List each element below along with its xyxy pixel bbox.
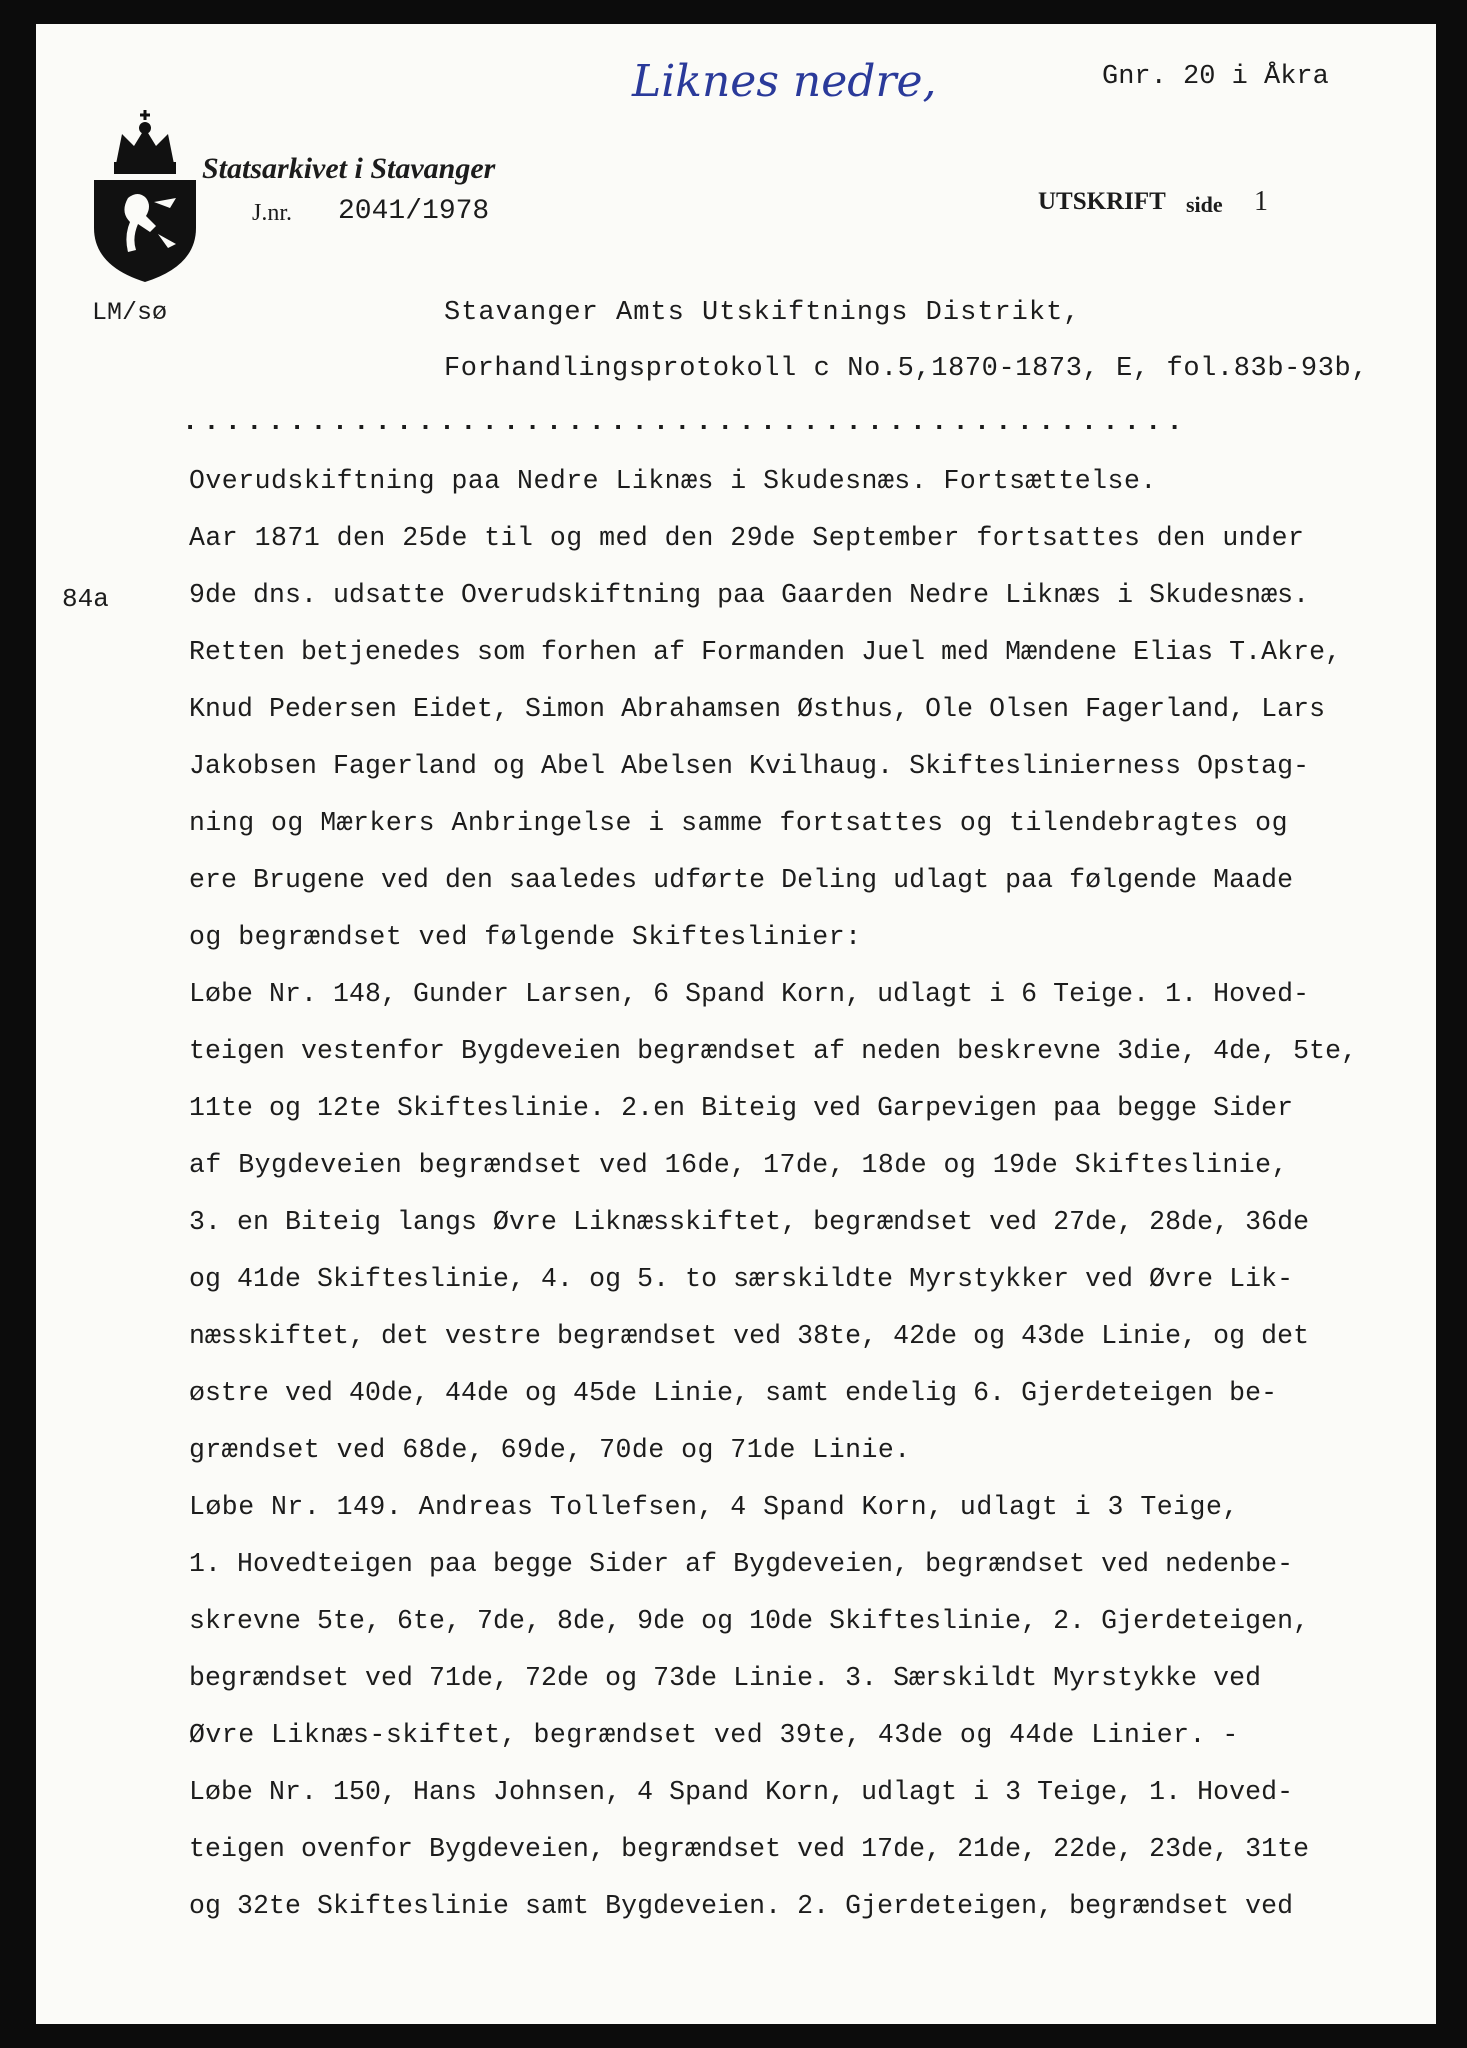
initials: LM/sø xyxy=(92,298,168,327)
archive-name: Statsarkivet i Stavanger xyxy=(202,152,496,185)
body-line: 11te og 12te Skifteslinie. 2.en Biteig ved Garpevigen paa begge Sider xyxy=(189,1093,1294,1123)
source-line-2: Forhandlingsprotokoll c No.5,1870-1873, E, fol.83b-93b, xyxy=(444,354,1369,384)
body-line: Løbe Nr. 149. Andreas Tollefsen, 4 Spand Korn, udlagt i 3 Teige, xyxy=(189,1492,1239,1522)
body-line: Løbe Nr. 148, Gunder Larsen, 6 Spand Korn, udlagt i 6 Teige. 1. Hoved- xyxy=(189,979,1310,1009)
document-page xyxy=(36,24,1436,2024)
body-line: skrevne 5te, 6te, 7de, 8de, 9de og 10de Skifteslinie, 2. Gjerdeteigen, xyxy=(189,1606,1310,1636)
utskrift-label: UTSKRIFT xyxy=(1038,188,1166,215)
page-number: 1 xyxy=(1254,186,1268,217)
body-line: østre ved 40de, 44de og 45de Linie, samt endelig 6. Gjerdeteigen be- xyxy=(189,1378,1278,1408)
body-line: grændset ved 68de, 69de, 70de og 71de Linie. xyxy=(189,1435,911,1465)
body-line: ere Brugene ved den saaledes udførte Deling udlagt paa følgende Maade xyxy=(189,865,1294,895)
body-line: Løbe Nr. 150, Hans Johnsen, 4 Spand Korn, udlagt i 3 Teige, 1. Hoved- xyxy=(189,1777,1294,1807)
dotted-separator: ............................................... xyxy=(182,408,1188,438)
coat-of-arms-icon xyxy=(88,106,202,286)
body-line: Overudskiftning paa Nedre Liknæs i Skudesnæs. Fortsættelse. xyxy=(189,466,1157,496)
body-line: og 32te Skifteslinie samt Bygdeveien. 2. Gjerdeteigen, begrændset ved xyxy=(189,1891,1294,1921)
body-line: teigen ovenfor Bygdeveien, begrændset ved 17de, 21de, 22de, 23de, 31te xyxy=(189,1834,1310,1864)
body-line: Jakobsen Fagerland og Abel Abelsen Kvilhaug. Skifteslinierness Opstag- xyxy=(189,751,1310,781)
body-line: 3. en Biteig langs Øvre Liknæsskiftet, begrændset ved 27de, 28de, 36de xyxy=(189,1207,1310,1237)
body-line: af Bygdeveien begrændset ved 16de, 17de, 18de og 19de Skifteslinie, xyxy=(189,1150,1288,1180)
jnr-value: 2041/1978 xyxy=(338,196,490,227)
handwritten-title: Liknes nedre, xyxy=(632,56,937,107)
body-line: ning og Mærkers Anbringelse i samme fortsattes og tilendebragtes og xyxy=(189,808,1288,838)
jnr-label: J.nr. xyxy=(252,200,293,226)
body-line: og begrændset ved følgende Skifteslinier: xyxy=(189,922,862,952)
source-line-1: Stavanger Amts Utskiftnings Distrikt, xyxy=(444,298,1081,328)
body-line: Aar 1871 den 25de til og med den 29de September fortsattes den under xyxy=(189,523,1305,553)
body-line: begrændset ved 71de, 72de og 73de Linie. 3. Særskildt Myrstykke ved xyxy=(189,1663,1262,1693)
header-gnr: Gnr. 20 i Åkra xyxy=(1102,62,1329,92)
margin-note: 84a xyxy=(62,584,109,614)
body-line: 1. Hovedteigen paa begge Sider af Bygdeveien, begrændset ved nedenbe- xyxy=(189,1549,1294,1579)
body-line: teigen vestenfor Bygdeveien begrændset af neden beskrevne 3die, 4de, 5te, xyxy=(189,1036,1358,1066)
body-line: næsskiftet, det vestre begrændset ved 38te, 42de og 43de Linie, og det xyxy=(189,1321,1310,1351)
body-line: Øvre Liknæs-skiftet, begrændset ved 39te, 43de og 44de Linier. - xyxy=(189,1720,1239,1750)
body-line: 9de dns. udsatte Overudskiftning paa Gaarden Nedre Liknæs i Skudesnæs. xyxy=(189,580,1310,610)
side-label: side xyxy=(1186,192,1223,217)
body-line: Knud Pedersen Eidet, Simon Abrahamsen Østhus, Ole Olsen Fagerland, Lars xyxy=(189,694,1326,724)
body-line: og 41de Skifteslinie, 4. og 5. to særskildte Myrstykker ved Øvre Lik- xyxy=(189,1264,1294,1294)
body-line: Retten betjenedes som forhen af Formanden Juel med Mændene Elias T.Akre, xyxy=(189,637,1342,667)
